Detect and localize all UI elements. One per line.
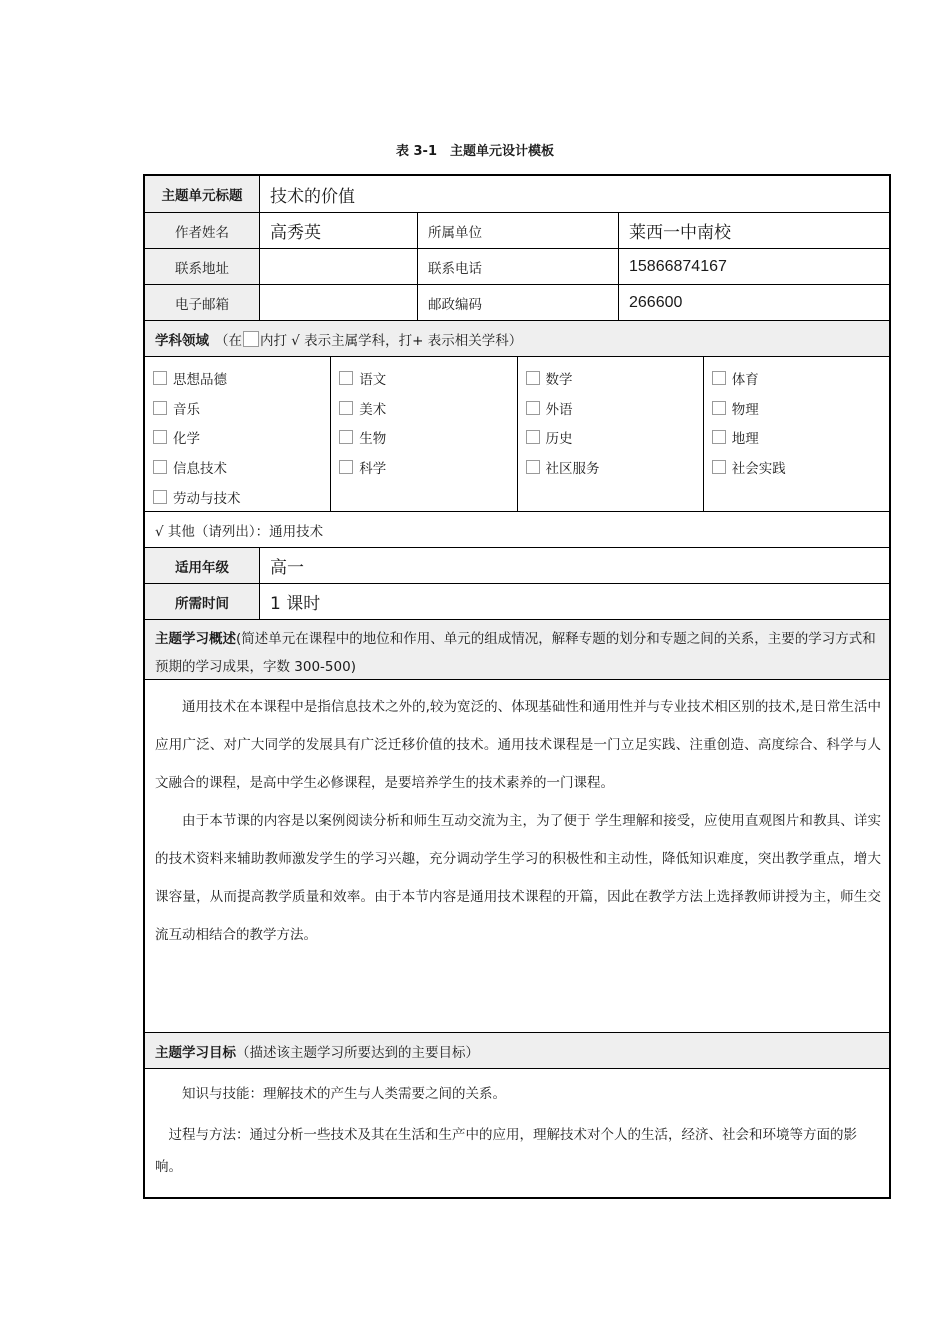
checkbox-icon[interactable] [526,371,540,385]
subject-label: 社区服务 [545,461,600,478]
checkbox-icon[interactable] [153,430,167,444]
time-label: 所需时间 [145,584,260,619]
email-row [145,285,889,321]
subject-item[interactable] [526,393,703,423]
subject-area-heading [145,321,889,356]
subject-item[interactable] [153,482,330,512]
subject-label: 信息技术 [173,461,227,478]
zip-value: 266600 [629,293,683,311]
subject-label: 化学 [173,431,200,448]
subject-label: 数学 [545,371,573,388]
grade-row [145,548,889,584]
checkbox-icon[interactable] [712,401,726,415]
subject-item[interactable] [526,452,703,482]
zip-label: 邮政编码 [418,285,619,320]
subject-area-label: 学科领域 [155,332,209,349]
overview-content [145,680,889,1033]
subject-label: 科学 [359,461,387,478]
phone-value: 15866874167 [629,257,727,275]
checkbox-icon[interactable] [153,371,167,385]
other-subject-row [145,512,889,548]
author-row [145,213,889,249]
address-value [260,249,418,284]
subject-item[interactable] [153,393,330,423]
subject-label: 社会实践 [731,461,786,478]
goals-hint: （描述该主题学习所要达到的主要目标） [236,1044,479,1061]
goals-content [145,1069,889,1197]
title-label: 主题单元标题 [145,176,260,212]
checkbox-icon[interactable] [339,371,353,385]
author-label: 作者姓名 [145,213,260,248]
table-caption: 表 3-1 主题单元设计模板 [395,144,554,159]
subject-column-3 [518,357,704,511]
subject-item[interactable] [526,363,703,393]
grade-value: 高一 [270,558,304,578]
checkbox-icon[interactable] [526,430,540,444]
unit-value: 莱西一中南校 [629,223,731,243]
goal-item-1: 知识与技能：理解技术的产生与人类需要之间的关系。 [182,1086,506,1102]
overview-paragraph-2: 由于本节课的内容是以案例阅读分析和师生互动交流为主，为了便于 学生理解和接受，应使用直观图片和教具、详实的技术资料来辅助教师激发学生的学习兴趣，充分调动学生学习的积极性和主动性，降低知识难度，突出教学重点，增大课容量，从而提高教学质量和效率。由于本节内容是通用技术课程的开篇，因此在教学方法上选择教师讲授为主，师生交流互动相结合的教学方法。 [155,813,881,943]
subject-item[interactable] [526,423,703,453]
subject-item[interactable] [712,452,889,482]
checkbox-icon[interactable] [712,371,726,385]
subject-column-1 [145,357,331,511]
goals-label: 主题学习目标 [155,1044,236,1061]
subject-item[interactable] [339,363,516,393]
checkbox-icon[interactable] [526,460,540,474]
subject-area-row [145,321,889,357]
checkbox-icon[interactable] [339,401,353,415]
unit-label: 所属单位 [418,213,619,248]
subject-item[interactable] [339,393,516,423]
subject-label: 体育 [731,371,759,388]
checkbox-icon[interactable] [153,460,167,474]
goals-heading-row [145,1033,889,1069]
subject-item[interactable] [712,363,889,393]
subject-column-2 [331,357,517,511]
subject-item[interactable] [712,423,889,453]
overview-hint: (简述单元在课程中的地位和作用、单元的组成情况，解释专题的划分和专题之间的关系，主要的学习方式和预期的学习成果，字数 300-500) [155,631,876,675]
checkbox-sample-icon [243,331,259,347]
checkbox-icon[interactable] [153,490,167,504]
title-value: 技术的价值 [270,186,355,207]
grade-label: 适用年级 [145,548,260,583]
overview-heading [145,620,889,679]
subject-column-4 [704,357,889,511]
time-row [145,584,889,620]
overview-heading-row [145,620,889,680]
author-value: 高秀英 [260,213,418,248]
subject-item[interactable] [339,452,516,482]
goals-heading [145,1033,889,1068]
subject-item[interactable] [153,452,330,482]
unit-design-table [143,174,891,1199]
overview-label: 主题学习概述 [155,631,236,647]
subject-item[interactable] [153,363,330,393]
subject-label: 语文 [359,371,387,388]
time-value: 1 课时 [270,594,321,614]
subject-label: 地理 [731,431,759,448]
checkbox-icon[interactable] [712,430,726,444]
subject-grid [145,357,889,512]
email-label: 电子邮箱 [145,285,260,320]
checkbox-icon[interactable] [339,460,353,474]
other-subject-text: √ 其他（请列出）：通用技术 [155,523,324,540]
subject-item[interactable] [153,423,330,453]
subject-label: 劳动与技术 [173,491,241,508]
checkbox-icon[interactable] [712,460,726,474]
subject-label: 音乐 [173,401,200,418]
overview-paragraph-1: 通用技术在本课程中是指信息技术之外的,较为宽泛的、体现基础性和通用性并与专业技术相区别的技术,是日常生活中应用广泛、对广大同学的发展具有广泛迁移价值的技术。通用技术课程是一门立足实践、注重创造、高度综合、科学与人文融合的课程，是高中学生必修课程，是要培养学生的技术素养的一门课程。 [155,699,881,791]
subject-area-note-suffix: 内打 √ 表示主属学科，打+ 表示相关学科） [260,332,523,349]
address-row [145,249,889,285]
subject-label: 美术 [359,401,387,418]
checkbox-icon[interactable] [526,401,540,415]
subject-item[interactable] [339,423,516,453]
checkbox-icon[interactable] [339,430,353,444]
subject-label: 思想品德 [173,371,227,388]
title-row [145,176,889,213]
subject-label: 物理 [731,401,759,418]
checkbox-icon[interactable] [153,401,167,415]
subject-label: 生物 [359,431,387,448]
subject-area-note-prefix: （在 [215,332,242,349]
subject-item[interactable] [712,393,889,423]
address-label: 联系地址 [145,249,260,284]
phone-label: 联系电话 [418,249,619,284]
email-value [260,285,418,320]
goal-item-2: 过程与方法：通过分析一些技术及其在生活和生产中的应用，理解技术对个人的生活，经济、社会和环境等方面的影响。 [155,1127,857,1175]
subject-label: 外语 [545,401,573,418]
subject-label: 历史 [545,431,573,448]
